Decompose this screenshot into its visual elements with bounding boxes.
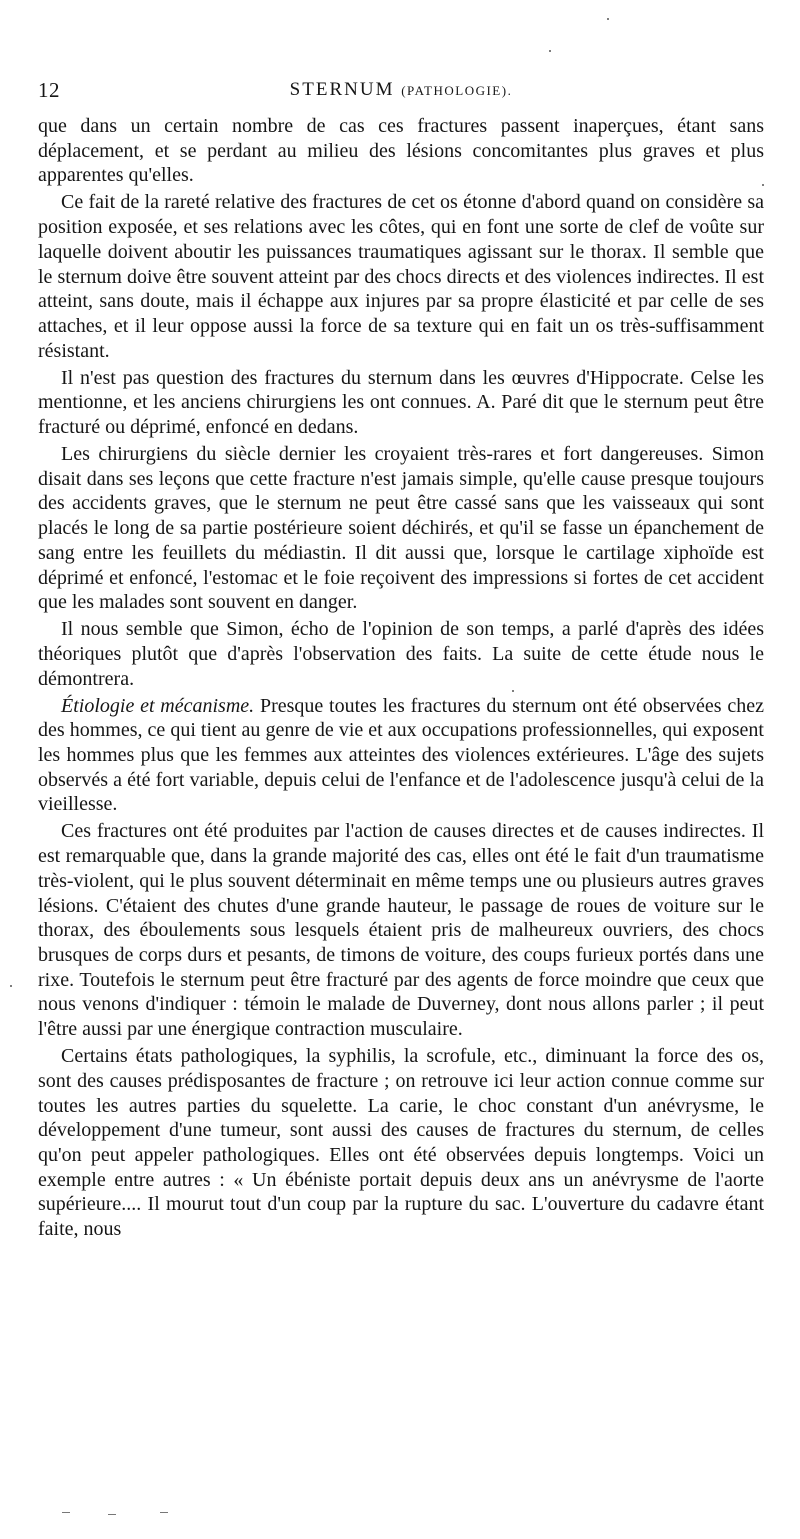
page-number: 12 xyxy=(38,78,60,102)
paragraph-4 xyxy=(38,442,764,615)
paragraph-text: Les chirurgiens du siècle dernier les croyaient très-rares et fort dangereuses. Simon disait dans ses leçons que cette fracture n'est jamais simple, qu'elle cause presque toujours des accidents graves, que le sternum ne peut être cassé sans que les vaisseaux qui sont placés le long de sa partie postérieure soient déchirés, et qu'il se fasse un épanchement de sang entre les feuillets du médiastin. Il dit aussi que, lorsque le cartilage xiphoïde est déprimé et enfoncé, l'estomac et le foie reçoivent des impressions si fortes de cet accident que les malades sont souvent en danger. xyxy=(38,443,764,614)
scan-speck xyxy=(512,690,514,692)
page-header xyxy=(38,76,764,104)
running-title: STERNUM xyxy=(289,79,395,100)
scan-speck xyxy=(762,184,764,186)
scan-dash xyxy=(160,1512,168,1513)
scan-speck xyxy=(549,50,551,52)
paragraph-6 xyxy=(38,694,764,818)
paragraph-text: Il n'est pas question des fractures du sternum dans les œuvres d'Hippocrate. Celse les mentionne, et les anciens chirurgiens les ont connues. A. Paré dit que le sternum peut être fracturé ou déprimé, enfoncé en dedans. xyxy=(38,366,764,439)
paragraph-3 xyxy=(38,366,764,440)
running-head xyxy=(38,76,764,105)
paragraph-2 xyxy=(38,190,764,363)
scan-speck xyxy=(607,18,609,20)
paragraph-text: Ce fait de la rareté relative des fractures de cet os étonne d'abord quand on considère sa position exposée, et ses relations avec les côtes, qui en font une sorte de clef de voûte sur laquelle doivent aboutir les puissances traumatiques agissant sur le thorax. Il semble que le sternum doive être souvent atteint par des chocs directs et des violences indirectes. Il est atteint, sans doute, mais il échappe aux injures par sa propre élasticité et par celle de ses attaches, et il leur oppose aussi la force de sa texture qui en fait un os très-suffisamment résistant. xyxy=(38,191,764,362)
paragraph-text: Ces fractures ont été produites par l'action de causes directes et de causes indirectes. Il est remarquable que, dans la grande majorité des cas, elles ont été le fait d'un traumatisme très-violent, qui le plus souvent déterminait en même temps une ou plusieurs autres graves lésions. C'étaient des chutes d'une grande hauteur, le passage de roues de voiture sur le thorax, des éboulements sous lesquels étaient pris de malheureux ouvriers, des chocs brusques de corps durs et pesants, de timons de voiture, des coups furieux portés dans une rixe. Toutefois le sternum peut être fracturé par des agents de force moindre que ceux que nous venons d'indiquer : témoin le malade de Duverney, dont nous allons parler ; il peut l'être aussi par une énergique contraction musculaire. xyxy=(38,820,764,1041)
scan-speck xyxy=(10,985,12,987)
paragraph-8 xyxy=(38,1044,764,1242)
paragraph-text: Certains états pathologiques, la syphilis, la scrofule, etc., diminuant la force des os, sont des causes prédisposantes de fracture ; on retrouve ici leur action connue comme sur toutes les autres parties du squelette. La carie, le choc constant d'un anévrysme, le développement d'une tumeur, sont aussi des causes de fractures du sternum, de celles qu'on peut appeler pathologiques. Elles ont été observées depuis longtemps. Voici un exemple entre autres : « Un ébéniste portait depuis deux ans un anévrysme de l'aorte supérieure.... Il mourut tout d'un coup par la rupture du sac. L'ouverture du cadavre étant faite, nous xyxy=(38,1045,764,1241)
scan-dash xyxy=(62,1512,70,1513)
scan-dash xyxy=(108,1514,116,1515)
paragraph-text: Il nous semble que Simon, écho de l'opinion de son temps, a parlé d'après des idées théoriques plutôt que d'après l'observation des faits. La suite de cette étude nous le démontrera. xyxy=(38,618,764,690)
paragraph-5 xyxy=(38,617,764,691)
running-subtitle: (PATHOLOGIE). xyxy=(401,83,513,98)
paragraph-1 xyxy=(38,114,764,188)
body-text xyxy=(38,114,764,1244)
paragraph-text: Presque toutes les fractures du sternum ont été observées chez des hommes, ce qui tient au genre de vie et aux occupations professionnelles, qui exposent les hommes plus que les femmes aux atteintes des violences extérieures. L'âge des sujets observés a été fort variable, depuis celui de l'enfance et de l'adolescence jusqu'à celui de la vieillesse. xyxy=(38,694,764,816)
section-heading-inline: Étiologie et mécanisme. xyxy=(61,694,255,717)
paragraph-text: que dans un certain nombre de cas ces fractures passent inaperçues, étant sans déplacement, et se perdant au milieu des lésions concomitantes plus graves et plus apparentes qu'elles. xyxy=(38,115,764,187)
paragraph-7 xyxy=(38,819,764,1041)
